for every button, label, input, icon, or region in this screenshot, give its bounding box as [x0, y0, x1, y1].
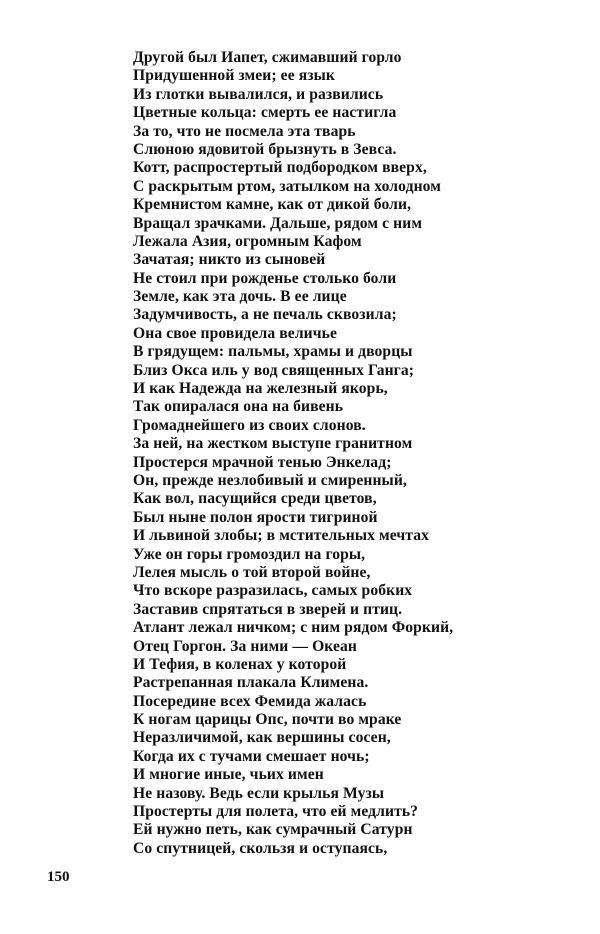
poem-line: Лежала Азия, огромным Кафом [133, 232, 362, 250]
poem-text [133, 49, 573, 858]
poem-line: Что вскоре разразилась, самых робких [133, 582, 413, 600]
poem-line: За ней, на жестком выступе гранитном [133, 435, 413, 453]
poem-line: Ей нужно петь, как сумрачный Сатурн [133, 821, 413, 839]
poem-line: Она свое провидела величье [133, 324, 338, 342]
poem-line: Как вол, пасущийся среди цветов, [133, 490, 377, 508]
poem-line: Вращал зрачками. Дальше, рядом с ним [133, 214, 423, 232]
poem-line: Так опиралася она на бивень [133, 398, 344, 416]
poem-line: Заставив спрятаться в зверей и птиц. [133, 600, 403, 618]
poem-line: Посередине всех Фемида жалась [133, 692, 367, 710]
poem-line: Отец Горгон. За ними — Океан [133, 637, 358, 655]
poem-line: Уже он горы громоздил на горы, [133, 545, 366, 563]
poem-line: Придушенной змеи; ее язык [133, 67, 335, 85]
poem-line: К ногам царицы Опс, почти во мраке [133, 711, 402, 729]
poem-line: И Тефия, в коленах у которой [133, 655, 347, 673]
poem-line: И как Надежда на железный якорь, [133, 380, 388, 398]
page-number: 150 [47, 869, 70, 885]
poem-line: С раскрытым ртом, затылком на холодном [133, 177, 441, 195]
poem-line: Он, прежде незлобивый и смиренный, [133, 471, 407, 489]
poem-line: Атлант лежал ничком; с ним рядом Форкий, [133, 619, 454, 637]
poem-line: Из глотки вывалился, и развились [133, 85, 384, 103]
poem-line: Громаднейшего из своих слонов. [133, 416, 366, 434]
poem-line: Кремнистом камне, как от дикой боли, [133, 196, 412, 214]
poem-line: Лелея мысль о той второй войне, [133, 563, 371, 581]
poem-line: Зачатая; никто из сыновей [133, 251, 326, 269]
poem-line: Земле, как эта дочь. В ее лице [133, 288, 347, 306]
poem-line: Неразличимой, как вершины сосен, [133, 729, 391, 747]
poem-line: Со спутницей, скользя и оступаясь, [133, 839, 388, 857]
poem-line: Котт, распростертый подбородком вверх, [133, 159, 427, 177]
poem-line: Простерся мрачной тенью Энкелад; [133, 453, 392, 471]
poem-line: Задумчивость, а не печаль сквозила; [133, 306, 397, 324]
poem-line: В грядущем: пальмы, храмы и дворцы [133, 343, 413, 361]
poem-line: Простерты для полета, что ей медлить? [133, 803, 419, 821]
poem-line: Растрепанная плакала Климена. [133, 674, 369, 692]
poem-line: Близ Окса иль у вод священных Ганга; [133, 361, 415, 379]
poem-line: Цветные кольца: смерть ее настигла [133, 104, 397, 122]
poem-line: Слюною ядовитой брызнуть в Зевса. [133, 140, 397, 158]
poem-line: И многие иные, чьих имен [133, 766, 324, 784]
poem-line: Был ныне полон ярости тигриной [133, 508, 378, 526]
poem-line: За то, что не посмела эта тварь [133, 122, 356, 140]
poem-line: Когда их с тучами смешает ночь; [133, 747, 370, 765]
poem-line: И львиной злобы; в мстительных мечтах [133, 527, 429, 545]
poem-line: Другой был Иапет, сжимавший горло [133, 49, 402, 66]
poem-line: Не стоил при рожденье столько боли [133, 269, 397, 287]
poem-line: Не назову. Ведь если крылья Музы [133, 784, 385, 802]
